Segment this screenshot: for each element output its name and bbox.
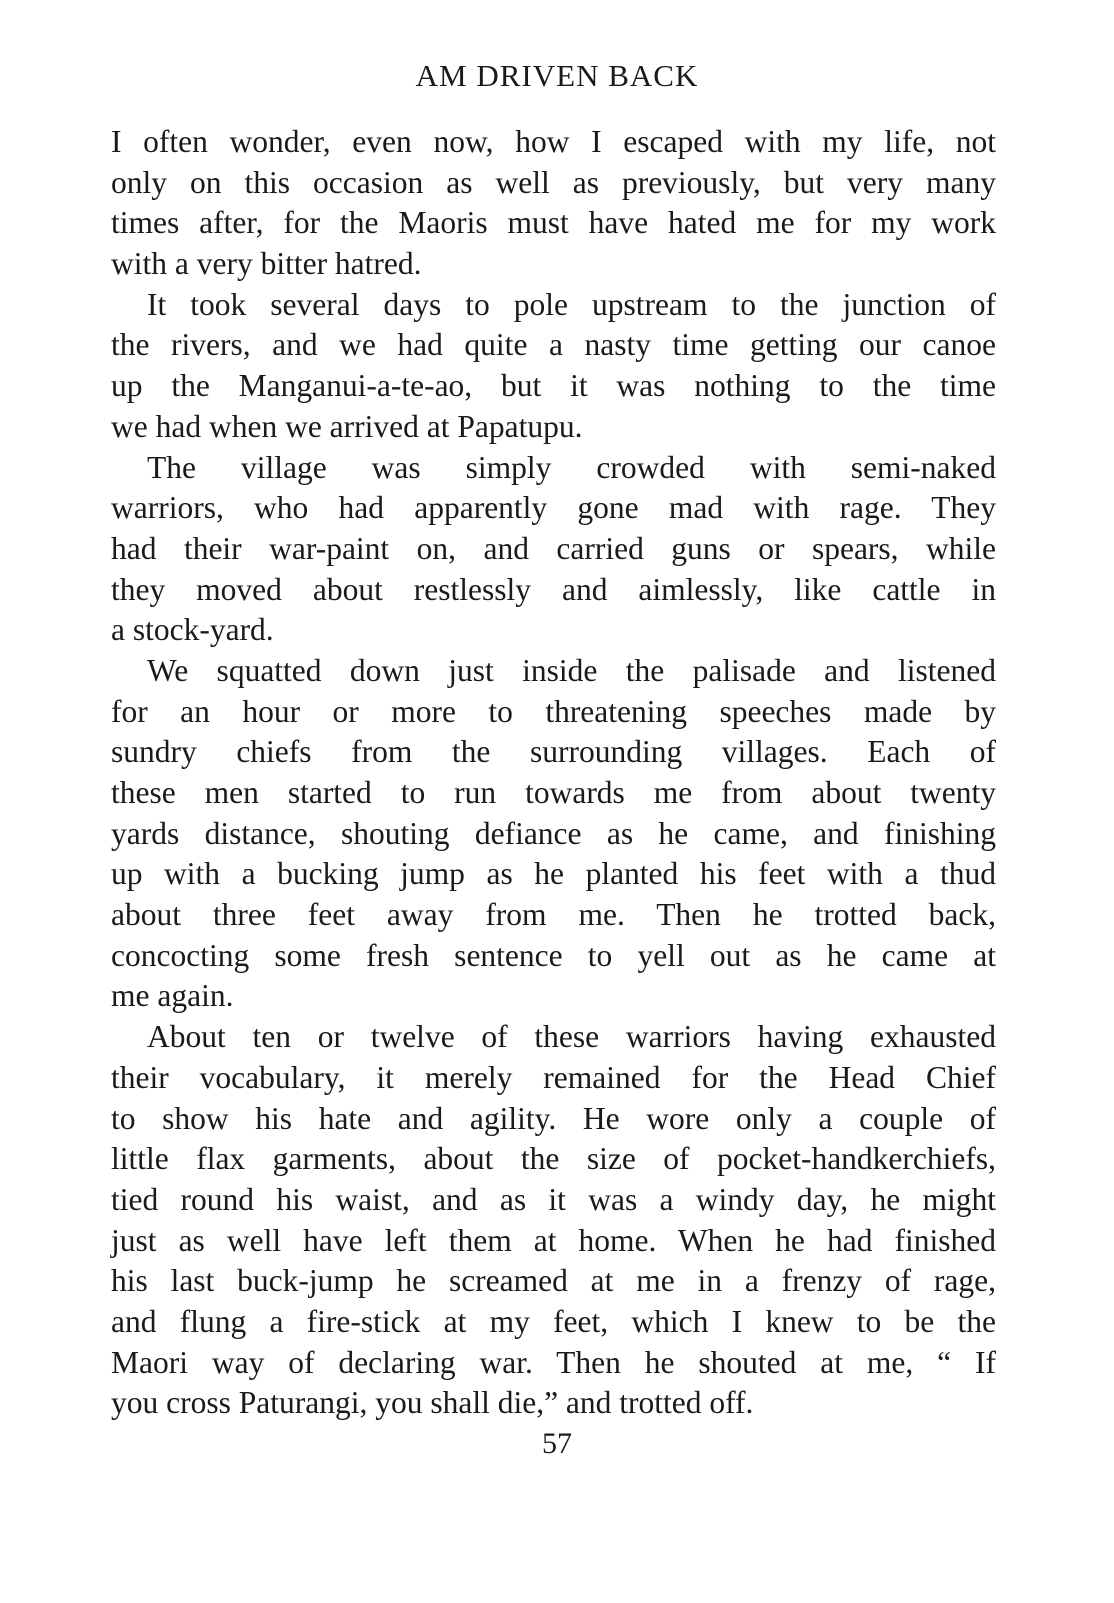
paragraph [111,122,996,285]
text-line: little flax garments, about the size of pocket-handkerchiefs, [111,1141,996,1177]
paragraph [111,285,996,448]
text-line: these men started to run towards me from about twenty [111,775,996,810]
text-line: a stock-yard. [111,612,274,648]
text-line: The village was simply crowded with semi-naked [147,449,996,485]
paragraph [111,651,996,1017]
text-line: I often wonder, even now, how I escaped with my life, not [111,124,996,159]
text-line: you cross Paturangi, you shall die,” and trotted off. [111,1385,754,1421]
text-line: his last buck-jump he screamed at me in a frenzy of rage, [111,1263,996,1299]
text-line: about three feet away from me. Then he trotted back, [111,897,996,933]
text-line: About ten or twelve of these warriors having exhausted [147,1019,996,1055]
text-line: had their war-paint on, and carried guns or spears, while [111,530,996,566]
page-number: 57 [542,1427,572,1460]
text-line: me again. [111,978,234,1014]
paragraph [111,448,996,651]
text-line: their vocabulary, it merely remained for the Head Chief [111,1059,996,1095]
text-line: sundry chiefs from the surrounding villages. Each of [111,734,996,770]
paragraph [111,1017,996,1424]
body-text [111,122,996,1424]
running-head: AM DRIVEN BACK [415,58,699,93]
text-line: just as well have left them at home. When he had finished [111,1222,996,1258]
text-line: It took several days to pole upstream to the junction of [147,286,996,322]
text-line: the rivers, and we had quite a nasty time getting our canoe [111,327,996,363]
text-line: warriors, who had apparently gone mad with rage. They [111,490,996,526]
text-line: and flung a fire-stick at my feet, which I knew to be the [111,1303,996,1339]
text-line: with a very bitter hatred. [111,246,422,282]
text-line: for an hour or more to threatening speeches made by [111,693,996,729]
text-line: times after, for the Maoris must have hated me for my work [111,205,996,241]
text-line: only on this occasion as well as previously, but very many [111,164,996,200]
text-line: Maori way of declaring war. Then he shouted at me, “ If [111,1344,996,1380]
text-line: concocting some fresh sentence to yell out as he came at [111,937,996,973]
text-line: up with a bucking jump as he planted his feet with a thud [111,856,996,892]
text-line: we had when we arrived at Papatupu. [111,408,583,444]
text-line: We squatted down just inside the palisade and listened [147,652,996,688]
text-line: to show his hate and agility. He wore only a couple of [111,1100,996,1136]
text-line: yards distance, shouting defiance as he came, and finishing [111,815,996,851]
text-line: they moved about restlessly and aimlessly, like cattle in [111,571,996,607]
text-line: tied round his waist, and as it was a windy day, he might [111,1181,996,1217]
text-line: up the Manganui-a-te-ao, but it was nothing to the time [111,368,996,404]
